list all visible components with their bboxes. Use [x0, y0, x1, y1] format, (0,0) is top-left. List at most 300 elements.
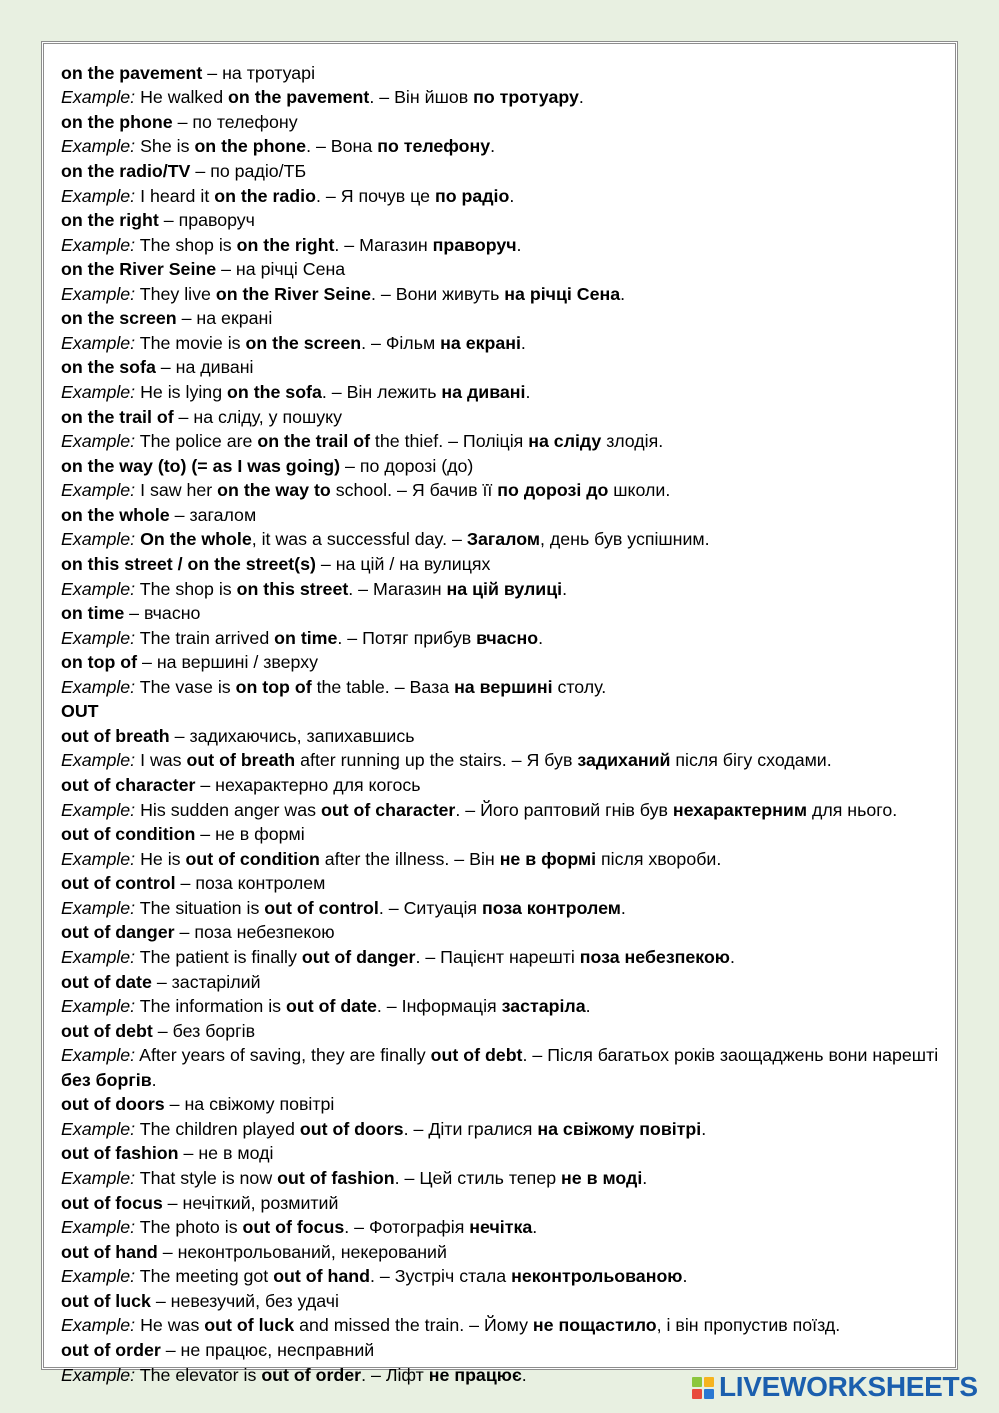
- separator: –: [155, 357, 176, 378]
- phrase-line: [61, 306, 966, 331]
- example-line: [61, 1166, 966, 1191]
- example-label: Example:: [61, 1315, 136, 1336]
- example-en-text: .: [369, 87, 375, 108]
- separator: –: [326, 382, 347, 402]
- example-en-phrase: on the sofa: [227, 382, 322, 402]
- phrase-term: on the River Seine: [61, 259, 217, 280]
- phrase-line: [61, 822, 966, 847]
- separator: –: [216, 259, 236, 280]
- phrase-line: [61, 355, 966, 380]
- example-uk-phrase: на цій вулиці: [446, 578, 563, 599]
- phrase-term: on time: [61, 603, 125, 624]
- example-en-text: The train arrived: [135, 627, 275, 648]
- logo-icon-tile: [692, 1377, 702, 1387]
- liveworksheets-logo[interactable]: [692, 1373, 992, 1403]
- separator: –: [190, 160, 211, 181]
- example-en-phrase: on the trail of: [257, 431, 370, 452]
- example-en-text: He is: [135, 848, 186, 869]
- example-line: [61, 1215, 966, 1240]
- phrase-line: [61, 1092, 966, 1117]
- example-uk-text: для нього.: [807, 799, 898, 820]
- example-uk-text: Я бачив її: [411, 480, 498, 501]
- phrase-translation: не в формі: [215, 824, 305, 845]
- example-en-text: The shop is: [135, 234, 237, 255]
- example-uk-phrase: на дивані: [441, 382, 526, 402]
- phrase-term: on the whole: [61, 504, 170, 525]
- example-en-text: His sudden anger was: [135, 799, 321, 820]
- example-line: [61, 85, 966, 110]
- example-en-text: The children played: [135, 1118, 300, 1139]
- example-en-phrase: on the way to: [217, 480, 331, 501]
- phrase-list: [61, 61, 966, 1387]
- example-uk-text: столу.: [552, 676, 607, 697]
- example-en-text: .: [315, 185, 321, 206]
- example-uk-phrase: по дорозі до: [497, 480, 609, 501]
- example-uk-phrase: на екрані: [440, 332, 521, 353]
- example-uk-text: Ліфт: [385, 1364, 429, 1385]
- phrase-line: [61, 61, 966, 86]
- example-en-phrase: out of order: [261, 1364, 362, 1385]
- example-label: Example:: [61, 234, 136, 255]
- example-uk-text: Я був: [526, 750, 578, 771]
- example-en-phrase: out of doors: [299, 1118, 404, 1139]
- example-uk-phrase: на річці Сена: [504, 283, 621, 304]
- example-uk-phrase: поза контролем: [481, 897, 621, 918]
- separator: –: [383, 897, 404, 918]
- separator: –: [169, 504, 190, 525]
- example-line: [61, 1313, 966, 1338]
- phrase-line: [61, 773, 966, 798]
- logo-icon-tile: [704, 1389, 714, 1399]
- logo-icon-tile: [704, 1377, 714, 1387]
- example-line: [61, 896, 966, 921]
- separator: –: [174, 922, 195, 943]
- example-en-phrase: out of date: [286, 996, 377, 1017]
- phrase-line: [61, 552, 966, 577]
- separator: –: [150, 1290, 171, 1311]
- example-line: [61, 798, 966, 823]
- phrase-line: [61, 1338, 966, 1363]
- example-en-text: I heard it: [135, 185, 215, 206]
- example-uk-text: Поліція: [462, 431, 529, 452]
- example-label: Example:: [61, 1045, 136, 1066]
- example-en-text: .: [369, 1266, 375, 1287]
- example-en-phrase: out of fashion: [277, 1168, 395, 1188]
- example-label: Example:: [61, 87, 136, 108]
- example-label: Example:: [61, 1266, 136, 1287]
- example-en-text: The meeting got: [135, 1266, 274, 1287]
- separator: –: [366, 332, 386, 353]
- example-en-text: .: [403, 1118, 409, 1139]
- phrase-term: on the pavement: [61, 62, 203, 83]
- separator: –: [527, 1045, 548, 1066]
- example-en-phrase: on the phone: [194, 136, 307, 157]
- phrase-translation: на тротуарі: [222, 62, 316, 83]
- phrase-translation: поза контролем: [195, 873, 326, 894]
- example-en-text: , it was a successful day.: [251, 529, 448, 550]
- separator: –: [460, 799, 481, 820]
- example-label: Example:: [61, 750, 136, 771]
- example-label: Example:: [61, 529, 136, 550]
- example-uk-phrase: не працює: [428, 1364, 522, 1385]
- example-uk-text: Діти гралися: [428, 1118, 538, 1139]
- separator: –: [353, 578, 373, 599]
- phrase-line: [61, 1141, 966, 1166]
- example-uk-phrase: не в формі: [499, 848, 597, 869]
- example-en-phrase: on this street: [236, 578, 349, 599]
- example-label: Example:: [61, 897, 136, 918]
- example-en-text: .: [361, 332, 367, 353]
- example-line: [61, 847, 966, 872]
- example-line: [61, 626, 966, 651]
- example-uk-text: Ситуація: [403, 897, 482, 918]
- example-uk-text: .: [516, 234, 522, 255]
- example-uk-phrase: не в моді: [561, 1168, 643, 1188]
- example-uk-text: .: [620, 897, 626, 918]
- example-uk-phrase: поза небезпекою: [579, 946, 730, 967]
- phrase-line: [61, 405, 966, 430]
- phrase-line: [61, 159, 966, 184]
- example-uk-text: школи.: [608, 480, 671, 501]
- phrase-line: [61, 650, 966, 675]
- phrase-line: [61, 454, 966, 479]
- example-uk-text: .: [521, 1364, 527, 1385]
- example-uk-phrase: праворуч: [432, 234, 517, 255]
- example-en-text: That style is now: [135, 1168, 278, 1188]
- separator: –: [158, 210, 179, 231]
- example-uk-text: Вона: [330, 136, 378, 157]
- example-en-phrase: on the River Seine: [215, 283, 371, 304]
- phrase-line: [61, 970, 966, 995]
- phrase-translation: на сліду, у пошуку: [193, 406, 342, 427]
- example-line: [61, 134, 966, 159]
- example-uk-text: Йому: [483, 1315, 533, 1336]
- example-uk-phrase: не пощастило: [532, 1315, 657, 1336]
- example-en-text: after the illness.: [319, 848, 450, 869]
- phrase-translation: неконтрольований, некерований: [177, 1241, 447, 1262]
- phrase-translation: по телефону: [192, 111, 298, 132]
- example-uk-phrase: по тротуару: [473, 87, 579, 108]
- example-en-text: The information is: [135, 996, 287, 1017]
- example-uk-text: Ваза: [409, 676, 455, 697]
- example-uk-text: після хвороби.: [596, 848, 722, 869]
- separator: –: [374, 1266, 395, 1287]
- separator: –: [124, 603, 145, 624]
- phrase-translation: поза небезпекою: [194, 922, 335, 943]
- example-uk-text: .: [620, 283, 626, 304]
- separator: –: [506, 750, 527, 771]
- logo-icon-tile: [692, 1389, 702, 1399]
- example-en-phrase: On the whole: [140, 529, 252, 550]
- phrase-translation: задихаючись, запихавшись: [189, 725, 415, 746]
- example-uk-text: Фільм: [385, 332, 441, 353]
- example-line: [61, 233, 966, 258]
- example-uk-text: Пацієнт нарешті: [440, 946, 580, 967]
- example-uk-phrase: неконтрольованою: [511, 1266, 683, 1287]
- phrase-term: out of character: [61, 775, 196, 795]
- separator: –: [375, 283, 396, 304]
- example-en-text: .: [394, 1168, 400, 1188]
- example-en-text: The movie is: [135, 332, 246, 353]
- phrase-translation: на свіжому повітрі: [184, 1094, 335, 1115]
- example-en-text: .: [361, 1364, 367, 1385]
- example-uk-text: .: [585, 996, 591, 1017]
- example-en-text: .: [376, 996, 382, 1017]
- phrase-line: [61, 920, 966, 945]
- phrase-term: on top of: [61, 652, 138, 673]
- separator: –: [311, 136, 331, 157]
- example-label: Example:: [61, 1217, 136, 1238]
- phrase-line: [61, 503, 966, 528]
- separator: –: [152, 1020, 173, 1041]
- phrase-term: out of control: [61, 873, 176, 894]
- example-uk-phrase: нехарактерним: [672, 799, 807, 820]
- example-label: Example:: [61, 332, 136, 353]
- phrase-line: [61, 1191, 966, 1216]
- example-uk-text: , день був успішним.: [540, 529, 710, 550]
- separator: –: [339, 234, 360, 255]
- separator: –: [202, 62, 223, 83]
- example-en-text: school.: [330, 480, 393, 501]
- example-label: Example:: [61, 578, 136, 599]
- phrase-line: [61, 208, 966, 233]
- example-line: [61, 331, 966, 356]
- separator: –: [172, 111, 193, 132]
- phrase-term: out of breath: [61, 725, 170, 746]
- example-uk-text: злодія.: [601, 431, 664, 452]
- example-line: [61, 527, 966, 552]
- phrase-term: out of fashion: [61, 1143, 179, 1164]
- example-label: Example:: [61, 627, 136, 648]
- example-uk-phrase: на сліду: [528, 431, 602, 452]
- example-uk-text: .: [578, 87, 584, 108]
- phrase-translation: по дорозі (до): [359, 455, 474, 476]
- phrase-term: on the phone: [61, 111, 173, 132]
- example-uk-text: .: [532, 1217, 538, 1238]
- example-line: [61, 1264, 966, 1289]
- example-line: [61, 1117, 966, 1142]
- phrase-term: on the sofa: [61, 357, 156, 378]
- example-uk-text: .: [520, 332, 526, 353]
- example-uk-text: Він лежить: [346, 382, 442, 402]
- example-en-phrase: on the screen: [245, 332, 362, 353]
- section-heading: [61, 699, 966, 724]
- example-uk-phrase: Загалом: [466, 529, 541, 550]
- phrase-line: [61, 1019, 966, 1044]
- example-label: Example:: [61, 1364, 136, 1385]
- phrase-translation: вчасно: [144, 603, 201, 624]
- phrase-term: out of danger: [61, 922, 175, 943]
- phrase-translation: не в моді: [198, 1143, 274, 1164]
- example-uk-text: Я почув це: [340, 185, 435, 206]
- example-en-text: .: [306, 136, 312, 157]
- example-uk-text: .: [701, 1118, 707, 1139]
- separator: –: [464, 1315, 484, 1336]
- example-uk-phrase: застаріла: [501, 996, 586, 1017]
- example-en-phrase: on the right: [236, 234, 335, 255]
- separator: –: [389, 676, 410, 697]
- phrase-term: on the screen: [61, 308, 177, 329]
- example-uk-text: .: [730, 946, 735, 967]
- example-line: [61, 577, 966, 602]
- example-uk-text: Він: [469, 848, 500, 869]
- example-label: Example:: [61, 946, 136, 967]
- example-uk-phrase: по телефону: [377, 136, 491, 157]
- example-en-text: The shop is: [135, 578, 237, 599]
- example-en-text: He walked: [135, 87, 229, 108]
- example-label: Example:: [61, 1118, 136, 1139]
- example-en-phrase: out of debt: [430, 1045, 523, 1066]
- example-uk-text: .: [682, 1266, 688, 1287]
- separator: –: [320, 185, 341, 206]
- example-label: Example:: [61, 480, 136, 501]
- example-en-text: and missed the train.: [294, 1315, 465, 1336]
- example-line: [61, 1043, 966, 1068]
- separator: –: [315, 553, 336, 574]
- example-uk-phrase: вчасно: [476, 627, 539, 648]
- example-en-text: .: [348, 578, 354, 599]
- example-uk-text: Вони живуть: [395, 283, 505, 304]
- separator: –: [195, 824, 216, 845]
- example-uk-text: , і він пропустив поїзд.: [656, 1315, 841, 1336]
- example-en-text: .: [321, 382, 327, 402]
- separator: –: [408, 1118, 429, 1139]
- example-uk-phrase: по радіо: [434, 185, 510, 206]
- example-en-phrase: on the pavement: [228, 87, 370, 108]
- separator: –: [381, 996, 402, 1017]
- example-line: [61, 748, 966, 773]
- phrase-line: [61, 1240, 966, 1265]
- example-en-text: He was: [135, 1315, 205, 1336]
- example-uk-text: Магазин: [373, 578, 447, 599]
- example-en-text: .: [415, 946, 421, 967]
- phrase-translation: по радіо/ТБ: [210, 160, 307, 181]
- example-en-text: The photo is: [135, 1217, 243, 1238]
- phrase-line: [61, 1289, 966, 1314]
- example-label: Example:: [61, 848, 136, 869]
- separator: –: [176, 308, 197, 329]
- example-label: Example:: [61, 382, 136, 402]
- separator: –: [420, 946, 441, 967]
- example-en-text: The police are: [135, 431, 258, 452]
- phrase-term: out of order: [61, 1339, 161, 1360]
- example-uk-text: Магазин: [359, 234, 433, 255]
- example-uk-text: Інформація: [401, 996, 502, 1017]
- example-en-phrase: out of luck: [204, 1315, 295, 1336]
- separator: –: [449, 848, 470, 869]
- separator: –: [349, 1217, 370, 1238]
- phrase-line: [61, 601, 966, 626]
- phrase-translation: загалом: [189, 504, 257, 525]
- example-uk-text: Його раптовий гнів був: [480, 799, 673, 820]
- example-line: [61, 184, 966, 209]
- separator: –: [366, 1364, 386, 1385]
- phrase-translation: на екрані: [196, 308, 273, 329]
- example-en-phrase: out of danger: [301, 946, 416, 967]
- example-label: Example:: [61, 431, 136, 452]
- example-en-text: .: [370, 283, 376, 304]
- example-en-phrase: out of character: [320, 799, 456, 820]
- example-line: [61, 675, 966, 700]
- phrase-term: on the trail of: [61, 406, 174, 427]
- phrase-line: [61, 724, 966, 749]
- example-en-text: The vase is: [135, 676, 236, 697]
- example-label: Example:: [61, 185, 136, 206]
- section-heading-text: OUT: [61, 701, 99, 722]
- example-label: Example:: [61, 996, 136, 1017]
- phrase-translation: невезучий, без удачі: [170, 1290, 339, 1311]
- separator: –: [399, 1168, 420, 1188]
- example-en-text: .: [522, 1045, 528, 1066]
- example-en-text: .: [378, 897, 384, 918]
- separator: –: [374, 87, 395, 108]
- separator: –: [164, 1094, 185, 1115]
- example-uk-text: Потяг прибув: [362, 627, 477, 648]
- example-en-text: The elevator is: [135, 1364, 262, 1385]
- example-uk-text: після бігу сходами.: [670, 750, 832, 771]
- phrase-line: [61, 871, 966, 896]
- example-uk-phrase: нечітка: [469, 1217, 533, 1238]
- example-uk-text: .: [538, 627, 544, 648]
- example-line: [61, 282, 966, 307]
- example-line: [61, 380, 966, 405]
- example-en-text: He is lying: [135, 382, 228, 402]
- separator: –: [151, 971, 172, 992]
- logo-text: LIVEWORKSHEETS: [719, 1371, 978, 1402]
- phrase-translation: на цій / на вулицях: [335, 553, 491, 574]
- example-line: [61, 429, 966, 454]
- example-en-phrase: on time: [274, 627, 338, 648]
- example-en-phrase: out of breath: [186, 750, 296, 771]
- example-en-text: I was: [135, 750, 187, 771]
- separator: –: [173, 406, 194, 427]
- separator: –: [137, 652, 157, 673]
- example-uk-text: .: [525, 382, 531, 402]
- phrase-line: [61, 257, 966, 282]
- phrase-term: out of condition: [61, 824, 196, 845]
- separator: –: [160, 1339, 181, 1360]
- example-en-text: the thief.: [369, 431, 444, 452]
- separator: –: [342, 627, 363, 648]
- separator: –: [157, 1241, 178, 1262]
- phrase-translation: на річці Сена: [235, 259, 346, 280]
- liveworksheets-logo-icon: [692, 1377, 714, 1399]
- phrase-term: out of hand: [61, 1241, 158, 1262]
- example-uk-text: Після багатьох років заощаджень вони нарешті: [547, 1045, 939, 1066]
- separator: –: [175, 873, 196, 894]
- example-uk-text: Фотографія: [369, 1217, 470, 1238]
- example-uk-text: Цей стиль тепер: [419, 1168, 562, 1188]
- phrase-term: on the radio/TV: [61, 160, 191, 181]
- phrase-term: out of focus: [61, 1192, 163, 1213]
- phrase-term: on the way (to) (= as I was going): [61, 455, 341, 476]
- example-line-continuation: [61, 1068, 966, 1093]
- example-en-text: After years of saving, they are finally: [135, 1045, 431, 1066]
- separator: –: [169, 725, 190, 746]
- phrase-line: [61, 110, 966, 135]
- example-line: [61, 945, 966, 970]
- example-label: Example:: [61, 799, 136, 820]
- separator: –: [178, 1143, 199, 1164]
- example-en-text: after running up the stairs.: [295, 750, 507, 771]
- example-uk-text: .: [490, 136, 496, 157]
- example-en-text: The situation is: [135, 897, 265, 918]
- phrase-term: out of debt: [61, 1020, 153, 1041]
- phrase-translation: застарілий: [171, 971, 261, 992]
- example-label: Example:: [61, 283, 136, 304]
- separator: –: [340, 455, 360, 476]
- example-en-phrase: out of focus: [242, 1217, 345, 1238]
